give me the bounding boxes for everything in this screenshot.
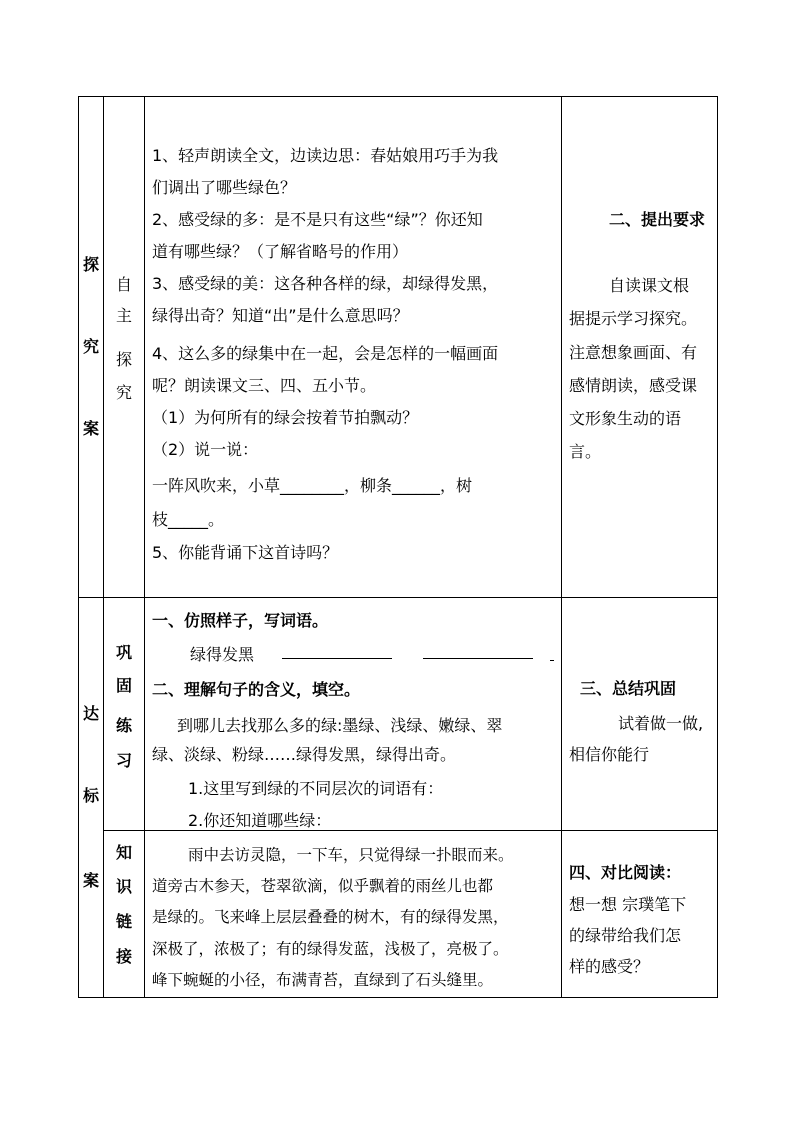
practice-label-2: 固 xyxy=(116,676,133,695)
practice-guide-title: 三、总结巩固 xyxy=(580,679,677,698)
table-border-left xyxy=(78,96,79,998)
table-border-col2 xyxy=(144,96,145,998)
guide-line-6: 言。 xyxy=(569,442,602,461)
table-border-right xyxy=(717,96,718,998)
guide-line-4: 感情朗读，感受课 xyxy=(569,376,698,395)
link-label-4: 接 xyxy=(116,947,133,966)
practice-answer-blank-2[interactable] xyxy=(423,644,533,659)
link-line-4: 深极了，浓极了；有的绿得发蓝，浅极了，亮极了。 xyxy=(152,940,509,958)
content-line-10: （2）说一说： xyxy=(152,440,259,459)
guide-title: 二、提出要求 xyxy=(609,210,706,229)
guide-line-5: 文形象生动的语 xyxy=(569,409,682,428)
section1-outer-label-3: 案 xyxy=(83,419,100,438)
section2-outer-label-2: 标 xyxy=(83,786,100,805)
practice-label-1: 巩 xyxy=(116,643,133,662)
link-label-2: 识 xyxy=(116,877,133,896)
link-guide-line-1: 想一想 宗璞笔下 xyxy=(569,895,687,914)
table-border-col1 xyxy=(103,96,104,998)
practice-label-3: 练 xyxy=(116,716,133,735)
content-line-12: 枝_____。 xyxy=(152,510,225,529)
section1-inner-label-2: 主 xyxy=(116,306,133,325)
content-line-1: 1、轻声朗读全文，边读边思：春姑娘用巧手为我 xyxy=(152,146,499,165)
practice-answer-blank-1[interactable] xyxy=(282,644,392,659)
table-border-top xyxy=(78,96,718,97)
content-line-4: 道有哪些绿？（了解省略号的作用） xyxy=(152,242,409,261)
practice-guide-line-1: 试着做一做, xyxy=(618,714,704,733)
link-line-5: 峰下蜿蜒的小径，布满青苔，直绿到了石头缝里。 xyxy=(152,971,494,989)
guide-line-2: 据提示学习探究。 xyxy=(569,309,698,328)
link-line-2: 道旁古木参天，苍翠欲滴，似乎飘着的雨丝儿也都 xyxy=(152,877,494,895)
practice-line-4: 2.你还知道哪些绿： xyxy=(188,811,332,830)
content-line-3: 2、感受绿的多：是不是只有这些“绿”？你还知 xyxy=(152,210,483,229)
practice-blank-mark xyxy=(550,660,554,661)
content-line-9: （1）为何所有的绿会按着节拍飘动？ xyxy=(152,408,419,427)
section1-inner-label-3: 探 xyxy=(116,350,133,369)
section2-outer-label-1: 达 xyxy=(83,704,100,723)
table-border-mid xyxy=(78,597,718,598)
practice-label-4: 习 xyxy=(116,751,133,770)
content-line-5: 3、感受绿的美：这各种各样的绿，却绿得发黑， xyxy=(152,274,499,293)
content-line-13: 5、你能背诵下这首诗吗？ xyxy=(152,543,339,562)
link-line-3: 是绿的。飞来峰上层层叠叠的树木，有的绿得发黑， xyxy=(152,908,509,926)
content-line-2: 们调出了哪些绿色？ xyxy=(152,178,297,197)
section2-outer-label-3: 案 xyxy=(83,871,100,890)
practice-line-2: 绿、淡绿、粉绿……绿得发黑，绿得出奇。 xyxy=(152,745,457,764)
link-label-3: 链 xyxy=(116,912,133,931)
table-border-bottom xyxy=(78,997,718,998)
link-line-1: 雨中去访灵隐，一下车，只觉得绿一扑眼而来。 xyxy=(188,846,514,864)
section1-outer-label-1: 探 xyxy=(83,255,100,274)
guide-line-3: 注意想象画面、有 xyxy=(569,343,698,362)
practice-example: 绿得发黑 xyxy=(190,645,255,664)
section1-outer-label-2: 究 xyxy=(83,337,100,356)
section1-inner-label-4: 究 xyxy=(116,383,133,402)
table-border-col3 xyxy=(561,96,562,998)
link-guide-line-3: 样的感受？ xyxy=(569,957,650,976)
link-guide-line-2: 的绿带给我们怎 xyxy=(569,926,682,945)
practice-line-1: 到哪儿去找那么多的绿:墨绿、浅绿、嫩绿、翠 xyxy=(177,716,503,735)
practice-title-1: 一、仿照样子，写词语。 xyxy=(152,611,329,630)
practice-line-3: 1.这里写到绿的不同层次的词语有： xyxy=(188,779,444,798)
guide-line-1: 自读课文根 xyxy=(609,276,690,295)
section1-inner-label-1: 自 xyxy=(116,275,133,294)
content-line-11: 一阵风吹来，小草________，柳条______，树 xyxy=(152,476,473,495)
practice-title-2: 二、理解句子的含义，填空。 xyxy=(152,680,361,699)
practice-guide-line-2: 相信你能行 xyxy=(569,745,650,764)
link-label-1: 知 xyxy=(116,843,133,862)
content-line-7: 4、这么多的绿集中在一起，会是怎样的一幅画面 xyxy=(152,344,499,363)
content-line-8: 呢？朗读课文三、四、五小节。 xyxy=(152,376,377,395)
content-line-6: 绿得出奇？知道“出”是什么意思吗？ xyxy=(152,306,409,325)
link-guide-title: 四、对比阅读： xyxy=(569,863,682,882)
